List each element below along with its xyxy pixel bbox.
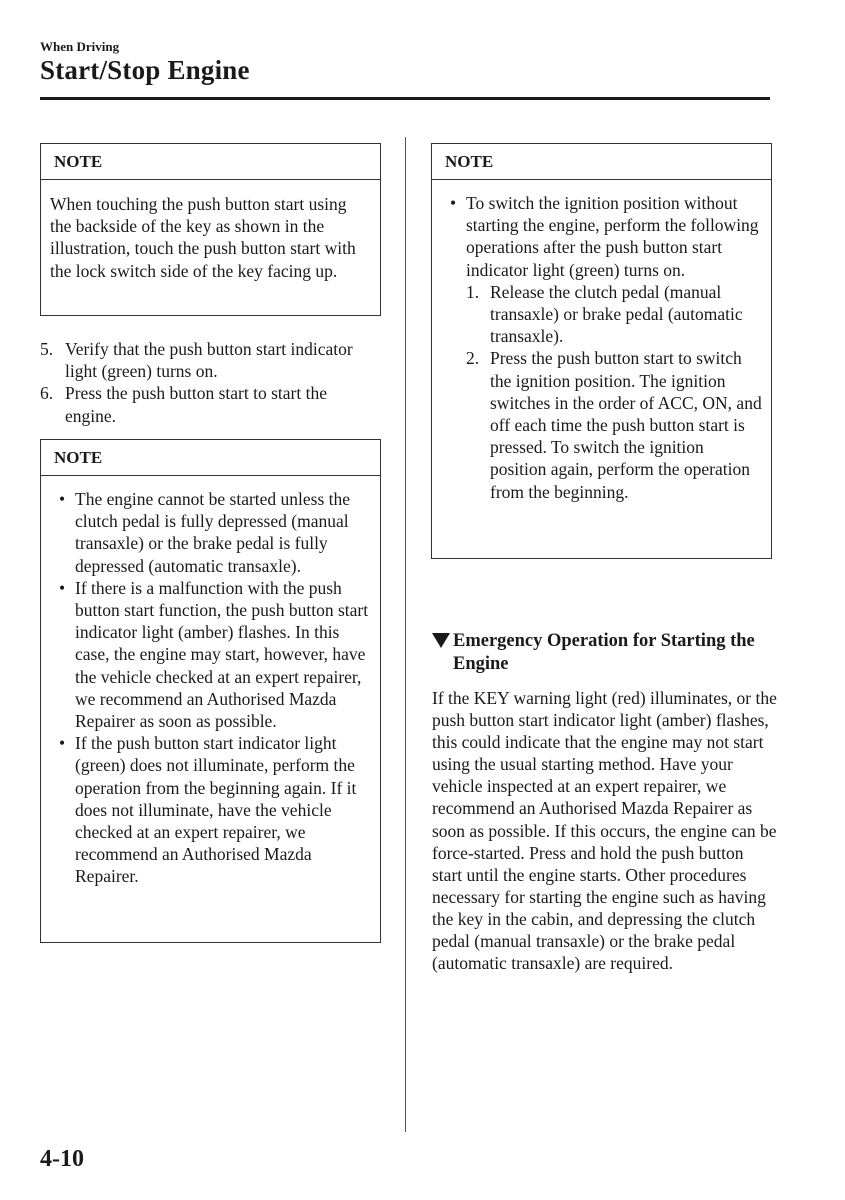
emergency-paragraph: If the KEY warning light (red) illuminates, or the push button start indicator light (amber) flashes, this could indicate that the engine may not start using the usual starting method. Have your vehicle inspected at an expert repairer, we recommend an Authorised Mazda Repairer as soon as possible. If this occurs, the engine can be force-started. Press and hold the push button start until the engine starts. Other procedures necessary for starting the engine such as having the key in the cabin, and depressing the clutch pedal (manual transaxle) or the brake pedal (automatic transaxle) are required.: [432, 688, 777, 974]
title-rule: [40, 97, 770, 100]
step-number: 5.: [40, 339, 54, 359]
step-number: 6.: [40, 383, 54, 404]
step-item: [40, 382, 380, 426]
note-bullet-list: [41, 476, 380, 888]
substep-text: Release the clutch pedal (manual transaxle) or brake pedal (automatic transaxle).: [490, 281, 743, 347]
bullet-dot-icon: •: [450, 193, 457, 213]
step-list: [40, 338, 380, 427]
substep-item: [466, 347, 763, 502]
emergency-heading-text: Emergency Operation for Starting the Engine: [453, 631, 755, 674]
bullet-text: To switch the ignition position without starting the engine, perform the following operations after the push button start indicator light (green) turns on.: [466, 193, 759, 280]
substep-item: [466, 281, 763, 348]
note-bullet: [432, 192, 763, 503]
bullet-dot-icon: •: [59, 489, 66, 509]
bullet-dot-icon: •: [59, 577, 66, 598]
step-item: [40, 338, 380, 382]
note-bullet: [41, 577, 372, 732]
note-box-ignition-position: [431, 143, 772, 559]
note-heading: NOTE: [41, 440, 380, 476]
note-box-engine-start: [40, 439, 381, 943]
emergency-heading: [432, 630, 772, 676]
substep-number: 1.: [466, 281, 480, 302]
column-divider: [405, 137, 406, 1132]
substep-list: [466, 281, 763, 503]
note-bullet-list: [432, 180, 771, 503]
note-heading: NOTE: [432, 144, 771, 180]
note-text: When touching the push button start using the backside of the key as shown in the illustration, touch the push button start with the lock switch side of the key facing up.: [50, 194, 356, 281]
note-bullet: [41, 732, 372, 887]
bullet-text: If there is a malfunction with the push button start function, the push button start indicator light (amber) flashes. In this case, the engine may start, however, have the vehicle checked at an expert repairer, we recommend an Authorised Mazda Repairer as soon as possible.: [75, 577, 369, 732]
step-text: Press the push button start to start the engine.: [65, 383, 327, 426]
section-label: When Driving: [40, 39, 120, 54]
note-box-lock-switch: [40, 143, 381, 316]
bullet-dot-icon: •: [59, 733, 66, 754]
bullet-text: If the push button start indicator light (green) does not illuminate, perform the operation from the beginning again. If it does not illuminate, have the vehicle checked at an expert repairer, we recommend an Authorised Mazda Repairer.: [75, 733, 357, 887]
triangle-down-icon: [432, 633, 450, 648]
substep-number: 2.: [466, 348, 480, 369]
page-number: 4-10: [40, 1146, 84, 1172]
step-text: Verify that the push button start indicator light (green) turns on.: [65, 339, 353, 382]
bullet-text: The engine cannot be started unless the clutch pedal is fully depressed (manual transaxle) or the brake pedal is fully depressed (automatic transaxle).: [75, 489, 351, 576]
note-bullet: [41, 488, 372, 577]
page-title: Start/Stop Engine: [40, 55, 250, 85]
substep-text: Press the push button start to switch the ignition position. The ignition switches in the order of ACC, ON, and off each time the push button start is pressed. To switch the ignition position again, perform the operation from the beginning.: [490, 348, 762, 502]
note-heading: NOTE: [41, 144, 380, 180]
